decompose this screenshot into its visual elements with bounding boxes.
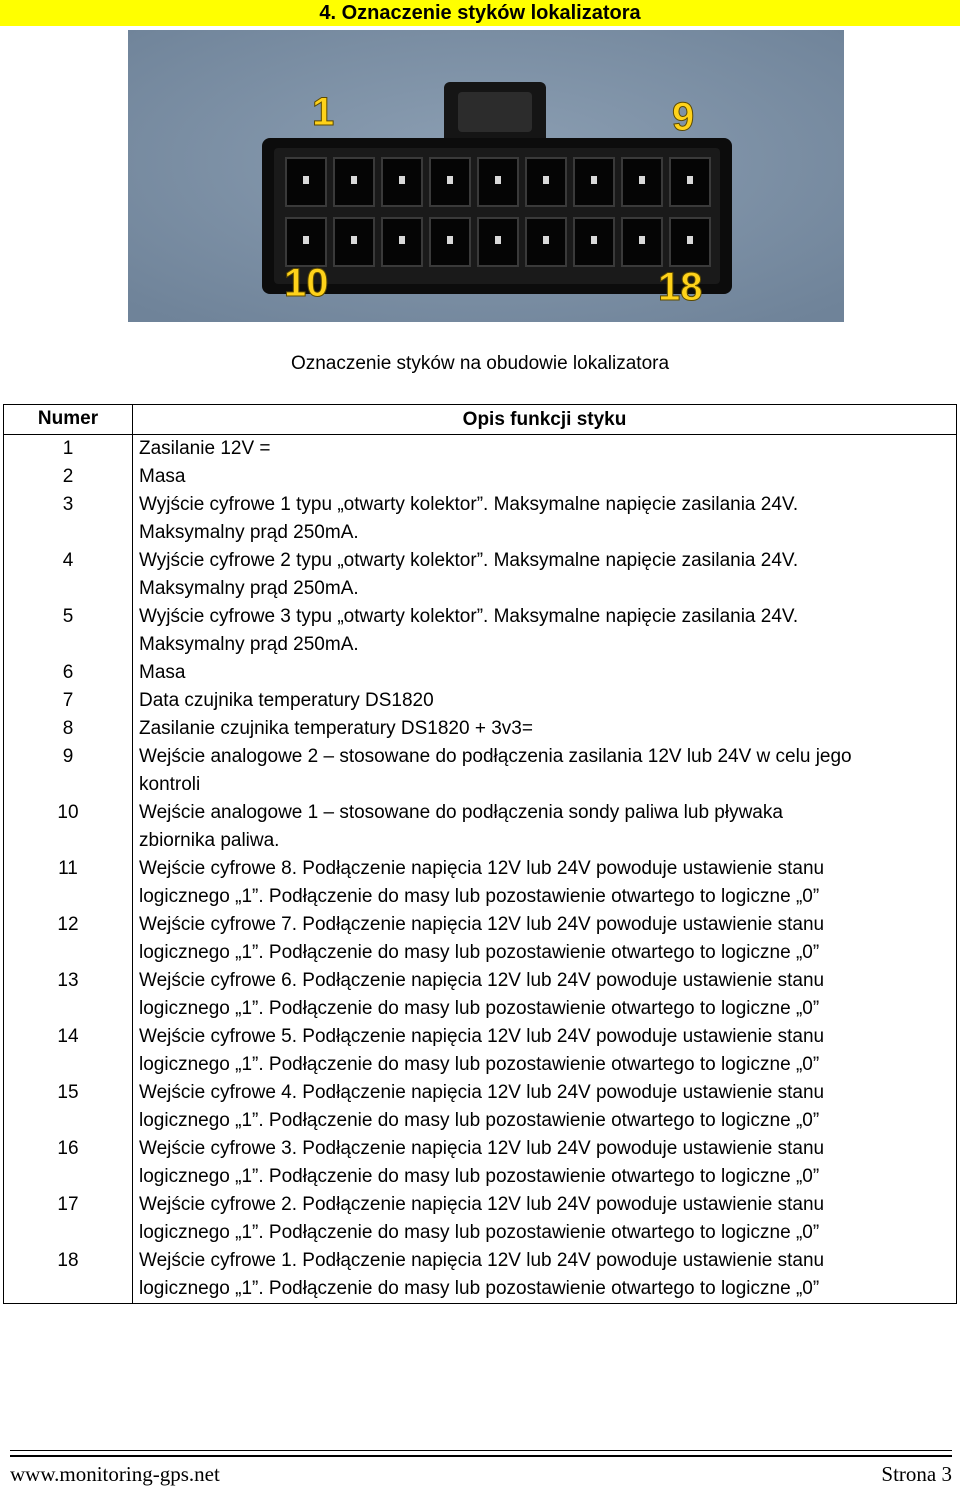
pin-description — [133, 715, 957, 743]
pin-label-9: 9 — [672, 95, 695, 139]
connector-illustration — [128, 30, 844, 322]
pin-number: 14 — [4, 1023, 133, 1079]
table-row — [4, 687, 957, 715]
pin-description — [133, 603, 957, 659]
column-header-number: Numer — [4, 405, 133, 435]
pin-description-line: Zasilanie czujnika temperatury DS1820 + 3v3= — [139, 718, 533, 739]
table-row — [4, 967, 957, 1023]
pin-description-line: Data czujnika temperatury DS1820 — [139, 690, 434, 711]
pin-number: 3 — [4, 491, 133, 547]
table-row — [4, 715, 957, 743]
pin-number: 5 — [4, 603, 133, 659]
pin-description-line: Wejście cyfrowe 1. Podłączenie napięcia 12V lub 24V powoduje ustawienie stanu — [139, 1250, 825, 1271]
table-header-row — [4, 405, 957, 435]
pin-contact — [591, 236, 597, 244]
pin-contact — [399, 236, 405, 244]
pin-number: 8 — [4, 715, 133, 743]
pin-description — [133, 967, 957, 1023]
pin-label-18: 18 — [658, 265, 703, 309]
table-row — [4, 603, 957, 659]
pin-description-line: zbiornika paliwa. — [139, 830, 280, 851]
pin-description — [133, 659, 957, 687]
pin-number: 1 — [4, 435, 133, 464]
table-row — [4, 911, 957, 967]
table-row — [4, 1247, 957, 1304]
pin-number: 10 — [4, 799, 133, 855]
pin-description — [133, 1135, 957, 1191]
pin-number: 2 — [4, 463, 133, 491]
pin-description — [133, 547, 957, 603]
pin-label-10: 10 — [284, 261, 329, 305]
pin-number: 4 — [4, 547, 133, 603]
table-row — [4, 435, 957, 464]
pin-description-line: Wyjście cyfrowe 3 typu „otwarty kolektor”. Maksymalne napięcie zasilania 24V. — [139, 606, 799, 627]
pin-description-line: Maksymalny prąd 250mA. — [139, 578, 359, 599]
pin-description-line: logicznego „1”. Podłączenie do masy lub pozostawienie otwartego to logiczne „0” — [139, 1278, 820, 1299]
table-row — [4, 463, 957, 491]
pin-contact — [351, 176, 357, 184]
pin-description — [133, 799, 957, 855]
pin-contact — [303, 176, 309, 184]
pin-number: 6 — [4, 659, 133, 687]
pin-description-line: Zasilanie 12V = — [139, 438, 271, 459]
pin-contact — [591, 176, 597, 184]
table-row — [4, 743, 957, 799]
pin-contact — [687, 176, 693, 184]
pin-contact — [687, 236, 693, 244]
pin-contact — [543, 236, 549, 244]
pin-description — [133, 463, 957, 491]
pin-description-line: Wejście cyfrowe 5. Podłączenie napięcia 12V lub 24V powoduje ustawienie stanu — [139, 1026, 825, 1047]
table-row — [4, 799, 957, 855]
connector-photo — [128, 30, 844, 322]
pin-contact — [399, 176, 405, 184]
pin-contact — [495, 236, 501, 244]
pin-description-line: Maksymalny prąd 250mA. — [139, 634, 359, 655]
pin-number: 7 — [4, 687, 133, 715]
pin-description-line: logicznego „1”. Podłączenie do masy lub pozostawienie otwartego to logiczne „0” — [139, 1222, 820, 1243]
pin-contact — [351, 236, 357, 244]
pin-contact — [543, 176, 549, 184]
figure-caption: Oznaczenie styków na obudowie lokalizatora — [290, 353, 670, 374]
pin-number: 12 — [4, 911, 133, 967]
pin-description — [133, 743, 957, 799]
pin-number: 18 — [4, 1247, 133, 1304]
pin-description-line: Wejście cyfrowe 3. Podłączenie napięcia 12V lub 24V powoduje ustawienie stanu — [139, 1138, 825, 1159]
table-row — [4, 1079, 957, 1135]
pin-description-line: logicznego „1”. Podłączenie do masy lub pozostawienie otwartego to logiczne „0” — [139, 1054, 820, 1075]
pin-description-line: Wyjście cyfrowe 1 typu „otwarty kolektor”. Maksymalne napięcie zasilania 24V. — [139, 494, 799, 515]
table-row — [4, 1023, 957, 1079]
table-row — [4, 1135, 957, 1191]
pin-description — [133, 491, 957, 547]
pin-description-line: Wyjście cyfrowe 2 typu „otwarty kolektor”. Maksymalne napięcie zasilania 24V. — [139, 550, 799, 571]
pin-number: 15 — [4, 1079, 133, 1135]
table-row — [4, 659, 957, 687]
pin-description — [133, 1247, 957, 1304]
pin-label-1: 1 — [312, 90, 335, 134]
pin-description-line: logicznego „1”. Podłączenie do masy lub pozostawienie otwartego to logiczne „0” — [139, 998, 820, 1019]
table-row — [4, 491, 957, 547]
column-header-description: Opis funkcji styku — [133, 405, 957, 435]
pin-description — [133, 1079, 957, 1135]
pin-number: 13 — [4, 967, 133, 1023]
pin-description — [133, 435, 957, 464]
table-row — [4, 855, 957, 911]
pin-description-line: Wejście cyfrowe 8. Podłączenie napięcia 12V lub 24V powoduje ustawienie stanu — [139, 858, 825, 879]
pin-contact — [303, 236, 309, 244]
pin-contact — [495, 176, 501, 184]
pin-description-line: kontroli — [139, 774, 201, 795]
pin-description — [133, 1191, 957, 1247]
pin-description — [133, 1023, 957, 1079]
pin-description-line: Wejście analogowe 1 – stosowane do podłączenia sondy paliwa lub pływaka — [139, 802, 783, 823]
pin-description-line: Masa — [139, 662, 186, 683]
pin-description-line: Wejście analogowe 2 – stosowane do podłączenia zasilania 12V lub 24V w celu jego — [139, 746, 852, 767]
pin-description-line: Masa — [139, 466, 186, 487]
pin-number: 17 — [4, 1191, 133, 1247]
pin-description-line: Wejście cyfrowe 6. Podłączenie napięcia 12V lub 24V powoduje ustawienie stanu — [139, 970, 825, 991]
pin-description-line: Maksymalny prąd 250mA. — [139, 522, 359, 543]
pin-contact — [639, 236, 645, 244]
section-heading: 4. Oznaczenie styków lokalizatora — [0, 0, 960, 26]
pin-contact — [447, 236, 453, 244]
pin-contact — [447, 176, 453, 184]
footer-website: www.monitoring-gps.net — [10, 1462, 220, 1486]
table-row — [4, 547, 957, 603]
pin-number: 16 — [4, 1135, 133, 1191]
footer-divider — [10, 1450, 952, 1457]
pin-number: 11 — [4, 855, 133, 911]
pin-description-line: logicznego „1”. Podłączenie do masy lub pozostawienie otwartego to logiczne „0” — [139, 1166, 820, 1187]
table-row — [4, 1191, 957, 1247]
pin-description-line: Wejście cyfrowe 2. Podłączenie napięcia 12V lub 24V powoduje ustawienie stanu — [139, 1194, 825, 1215]
pin-description-line: logicznego „1”. Podłączenie do masy lub pozostawienie otwartego to logiczne „0” — [139, 942, 820, 963]
footer-page-number: Strona 3 — [881, 1462, 952, 1486]
pin-description-line: logicznego „1”. Podłączenie do masy lub pozostawienie otwartego to logiczne „0” — [139, 886, 820, 907]
pin-contact — [639, 176, 645, 184]
pin-description-line: Wejście cyfrowe 7. Podłączenie napięcia 12V lub 24V powoduje ustawienie stanu — [139, 914, 825, 935]
table-body — [4, 435, 957, 1304]
pin-description-table — [3, 404, 957, 1304]
pin-description-line: logicznego „1”. Podłączenie do masy lub pozostawienie otwartego to logiczne „0” — [139, 1110, 820, 1131]
pin-description — [133, 687, 957, 715]
pin-number: 9 — [4, 743, 133, 799]
pin-description — [133, 855, 957, 911]
pin-description-line: Wejście cyfrowe 4. Podłączenie napięcia 12V lub 24V powoduje ustawienie stanu — [139, 1082, 825, 1103]
pin-description — [133, 911, 957, 967]
